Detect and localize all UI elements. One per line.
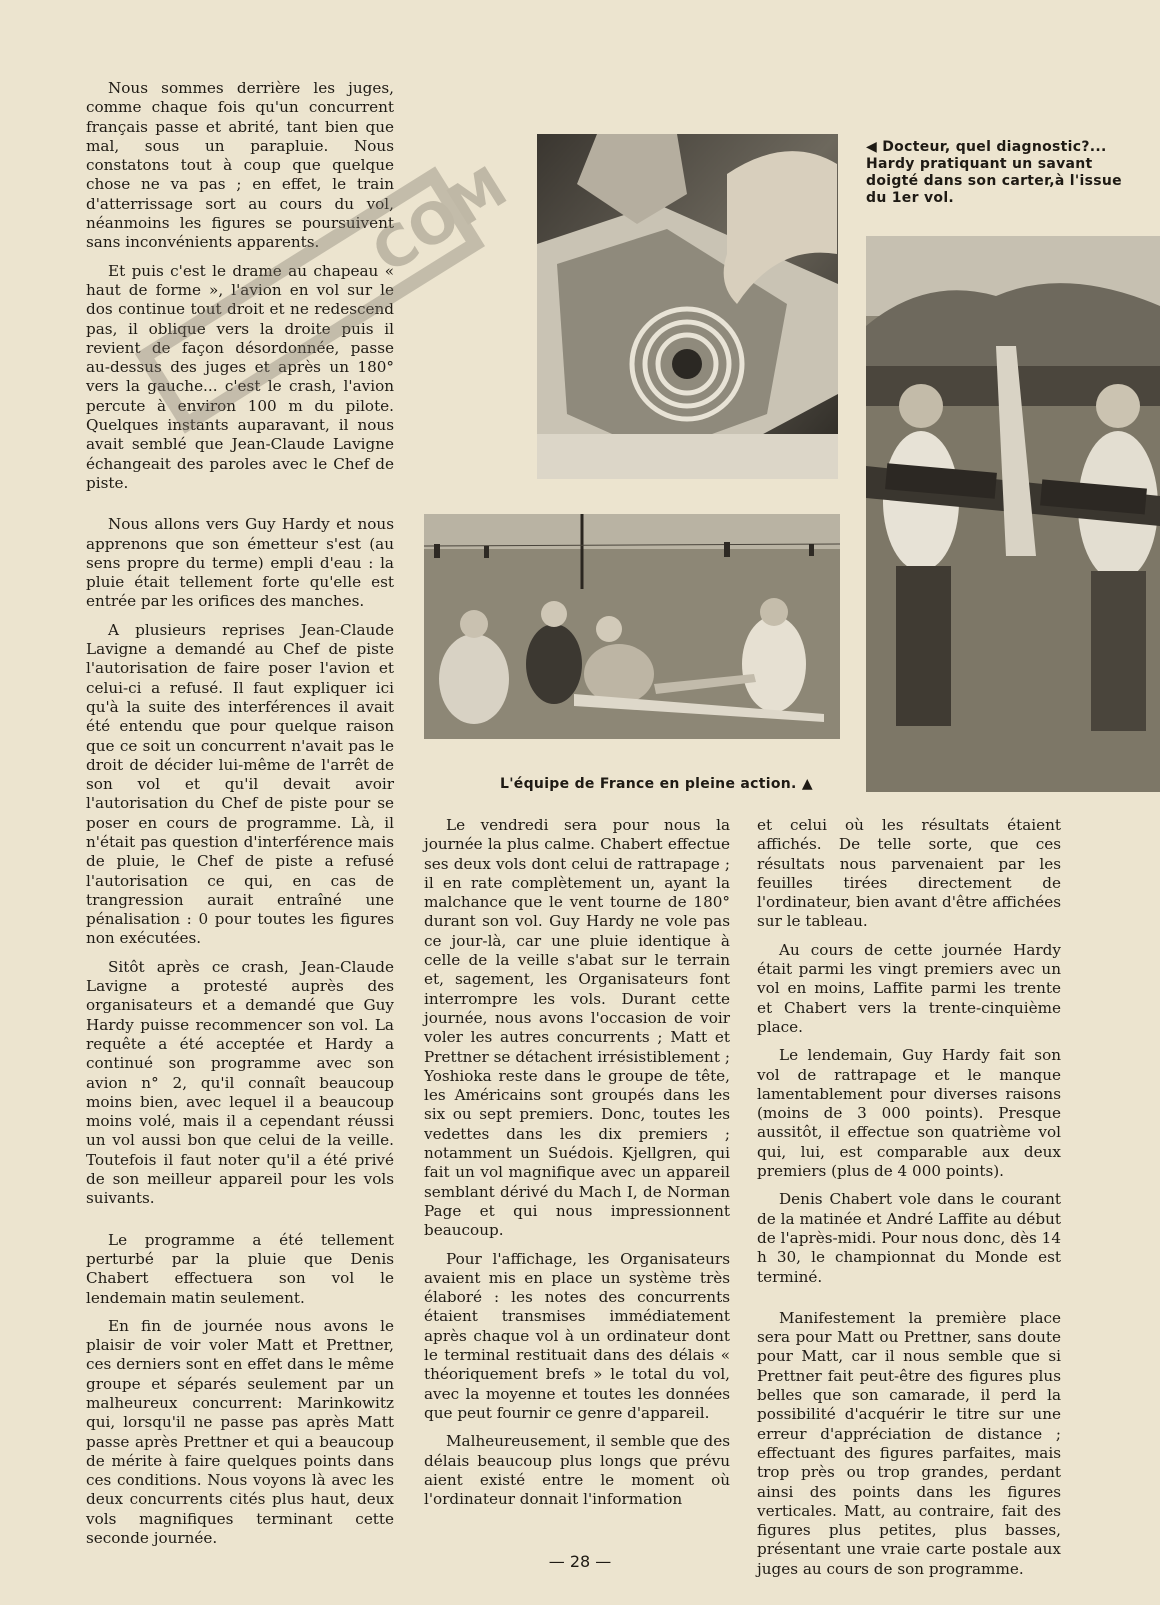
paragraph: Malheureusement, il semble que des délais beaucoup plus longs que prévu aient existé entre le moment où l'ordinateur donnait l'information — [424, 1432, 730, 1509]
watermark-text: COM — [361, 154, 519, 287]
paragraph: Au cours de cette journée Hardy était parmi les vingt premiers avec un vol en moins, Laffite parmi les trente et Chabert vers la trente-cinquième place. — [757, 940, 1061, 1036]
paragraph: En fin de journée nous avons le plaisir de voir voler Matt et Prettner, ces derniers sont en effet dans le même groupe et séparés seulement par un malheureux concurrent: Marinkowitz qui, lorsqu'il ne passe pas après Matt passe après Prettner et qui a beaucoup de mérite à faire quelques points dans ces conditions. Nous voyons là avec les deux concurrents cités plus haut, deux vols magnifiques terminant cette seconde journée. — [86, 1316, 394, 1548]
page-number: — 28 — — [548, 1552, 612, 1571]
photo-caption-bottom — [500, 776, 870, 793]
left-pointer-icon: ◀ — [866, 139, 878, 155]
team-field-photo — [424, 514, 840, 739]
caption-text: L'équipe de France en pleine action. — [500, 776, 797, 792]
paragraph: Le vendredi sera pour nous la journée la plus calme. Chabert effectue ses deux vols dont celui de rattrapage ; il en rate complètement un, ayant la malchance que le vent tourne de 180° durant son vol. Guy Hardy ne vole pas ce jour-là, car une pluie identique à celle de la veille s'abat sur le terrain et, sagement, les Organisateurs font interrompre les vols. Durant cette journée, nous avons l'occasion de voir voler les autres concurrents ; Matt et Prettner se détachent irrésistiblement ; Yoshioka reste dans le groupe de tête, les Américains sont groupés dans les six ou sept premiers. Donc, toutes les vedettes dans les dix premiers ; notamment un Suédois. Kjellgren, qui fait un vol magnifique avec un appareil semblant dérivé du Mach I, de Norman Page et qui nous impressionnent beaucoup. — [424, 816, 730, 1240]
article-column-3 — [757, 816, 1061, 1588]
article-column-2 — [424, 816, 730, 1518]
article-column-1 — [86, 79, 394, 1557]
paragraph: Le programme a été tellement perturbé par la pluie que Denis Chabert effectuera son vol le lendemain matin seulement. — [86, 1230, 394, 1307]
up-pointer-icon: ▲ — [801, 776, 813, 792]
caption-text: Docteur, quel diagnostic?... Hardy pratiquant un savant doigté dans son carter,à l'issue du 1er vol. — [866, 139, 1122, 206]
paragraph: Denis Chabert vole dans le courant de la matinée et André Laffite au début de l'après-midi. Pour nous donc, dès 14 h 30, le championnat du Monde est terminé. — [757, 1190, 1061, 1286]
photo-caption-top — [866, 139, 1136, 207]
paragraph: Nous allons vers Guy Hardy et nous apprenons que son émetteur s'est (au sens propre du terme) empli d'eau : la pluie était tellement forte qu'elle est entrée par les orifices des manches. — [86, 515, 394, 611]
paragraph: Le lendemain, Guy Hardy fait son vol de rattrapage et le manque lamentablement pour diverses raisons (moins de 3 000 points). Presque aussitôt, il effectue son quatrième vol qui, lui, est comparable aux deux premiers (plus de 4 000 points). — [757, 1046, 1061, 1181]
paragraph: A plusieurs reprises Jean-Claude Lavigne a demandé au Chef de piste l'autorisation de faire poser l'avion et celui-ci a refusé. Il faut expliquer ici qu'à la suite des interférences il avait été entendu que pour quelque raison que ce soit un concurrent n'avait pas le droit de décider lui-même de l'arrêt de son vol et qu'il devait avoir l'autorisation du Chef de piste pour se poser en cours de programme. Là, il n'était pas question d'interférence mais de pluie, le Chef de piste a refusé l'autorisation ce qui, en cas de trangression aurait entraîné une pénalisation : 0 pour toutes les figures non exécutées. — [86, 620, 394, 948]
paragraph: et celui où les résultats étaient affichés. De telle sorte, que ces résultats nous parvenaient par les feuilles tirées directement de l'ordinateur, bien avant d'être affichées sur le tableau. — [757, 816, 1061, 931]
paragraph: Nous sommes derrière les juges, comme chaque fois qu'un concurrent français passe et abrité, tant bien que mal, sous un parapluie. Nous constatons tout à coup que quelque chose ne va pas ; en effet, le train d'atterrissage sort au cours du vol, néanmoins les figures se poursuivent sans inconvénients apparents. — [86, 79, 394, 252]
paragraph: Sitôt après ce crash, Jean-Claude Lavigne a protesté auprès des organisateurs et a demandé que Guy Hardy puisse recommencer son vol. La requête a été acceptée et Hardy a continué son programme avec son avion n° 2, qu'il connaît beaucoup moins bien, avec lequel il a beaucoup moins volé, mais il a cependant réussi un vol aussi bon que celui de la veille. Toutefois il faut noter qu'il a été privé de son meilleur appareil pour les vols suivants. — [86, 957, 394, 1208]
paragraph: Et puis c'est le drame au chapeau « haut de forme », l'avion en vol sur le dos continue tout droit et ne redescend pas, il oblique vers la droite puis il revient de façon désordonnée, passe au-dessus des juges et après un 180° vers la gauche... c'est le crash, l'avion percute à environ 100 m du pilote. Quelques instants auparavant, il nous avait semblé que Jean-Claude Lavigne échangeait des paroles avec le Chef de piste. — [86, 261, 394, 492]
pilots-with-aircraft-photo — [866, 236, 1160, 792]
paragraph: Manifestement la première place sera pour Matt ou Prettner, sans doute pour Matt, car il nous semble que si Prettner fait peut-être des figures plus belles que son camarade, il perd la possibilité d'acquérir le titre sur une erreur d'appréciation de distance ; effectuant des figures parfaites, mais trop près ou trop grandes, perdant ainsi des points dans les figures verticales. Matt, au contraire, fait des figures plus petites, plus basses, présentant une vraie carte postale aux juges au cours de son programme. — [757, 1308, 1061, 1578]
paragraph: Pour l'affichage, les Organisateurs avaient mis en place un système très élaboré : les notes des concurrents étaient transmises immédiatement après chaque vol à un ordinateur dont le terminal restituait dans des délais « théoriquement brefs » le total du vol, avec la moyenne et toutes les données que peut fournir ce genre d'appareil. — [424, 1249, 730, 1422]
engine-closeup-photo — [537, 134, 838, 479]
